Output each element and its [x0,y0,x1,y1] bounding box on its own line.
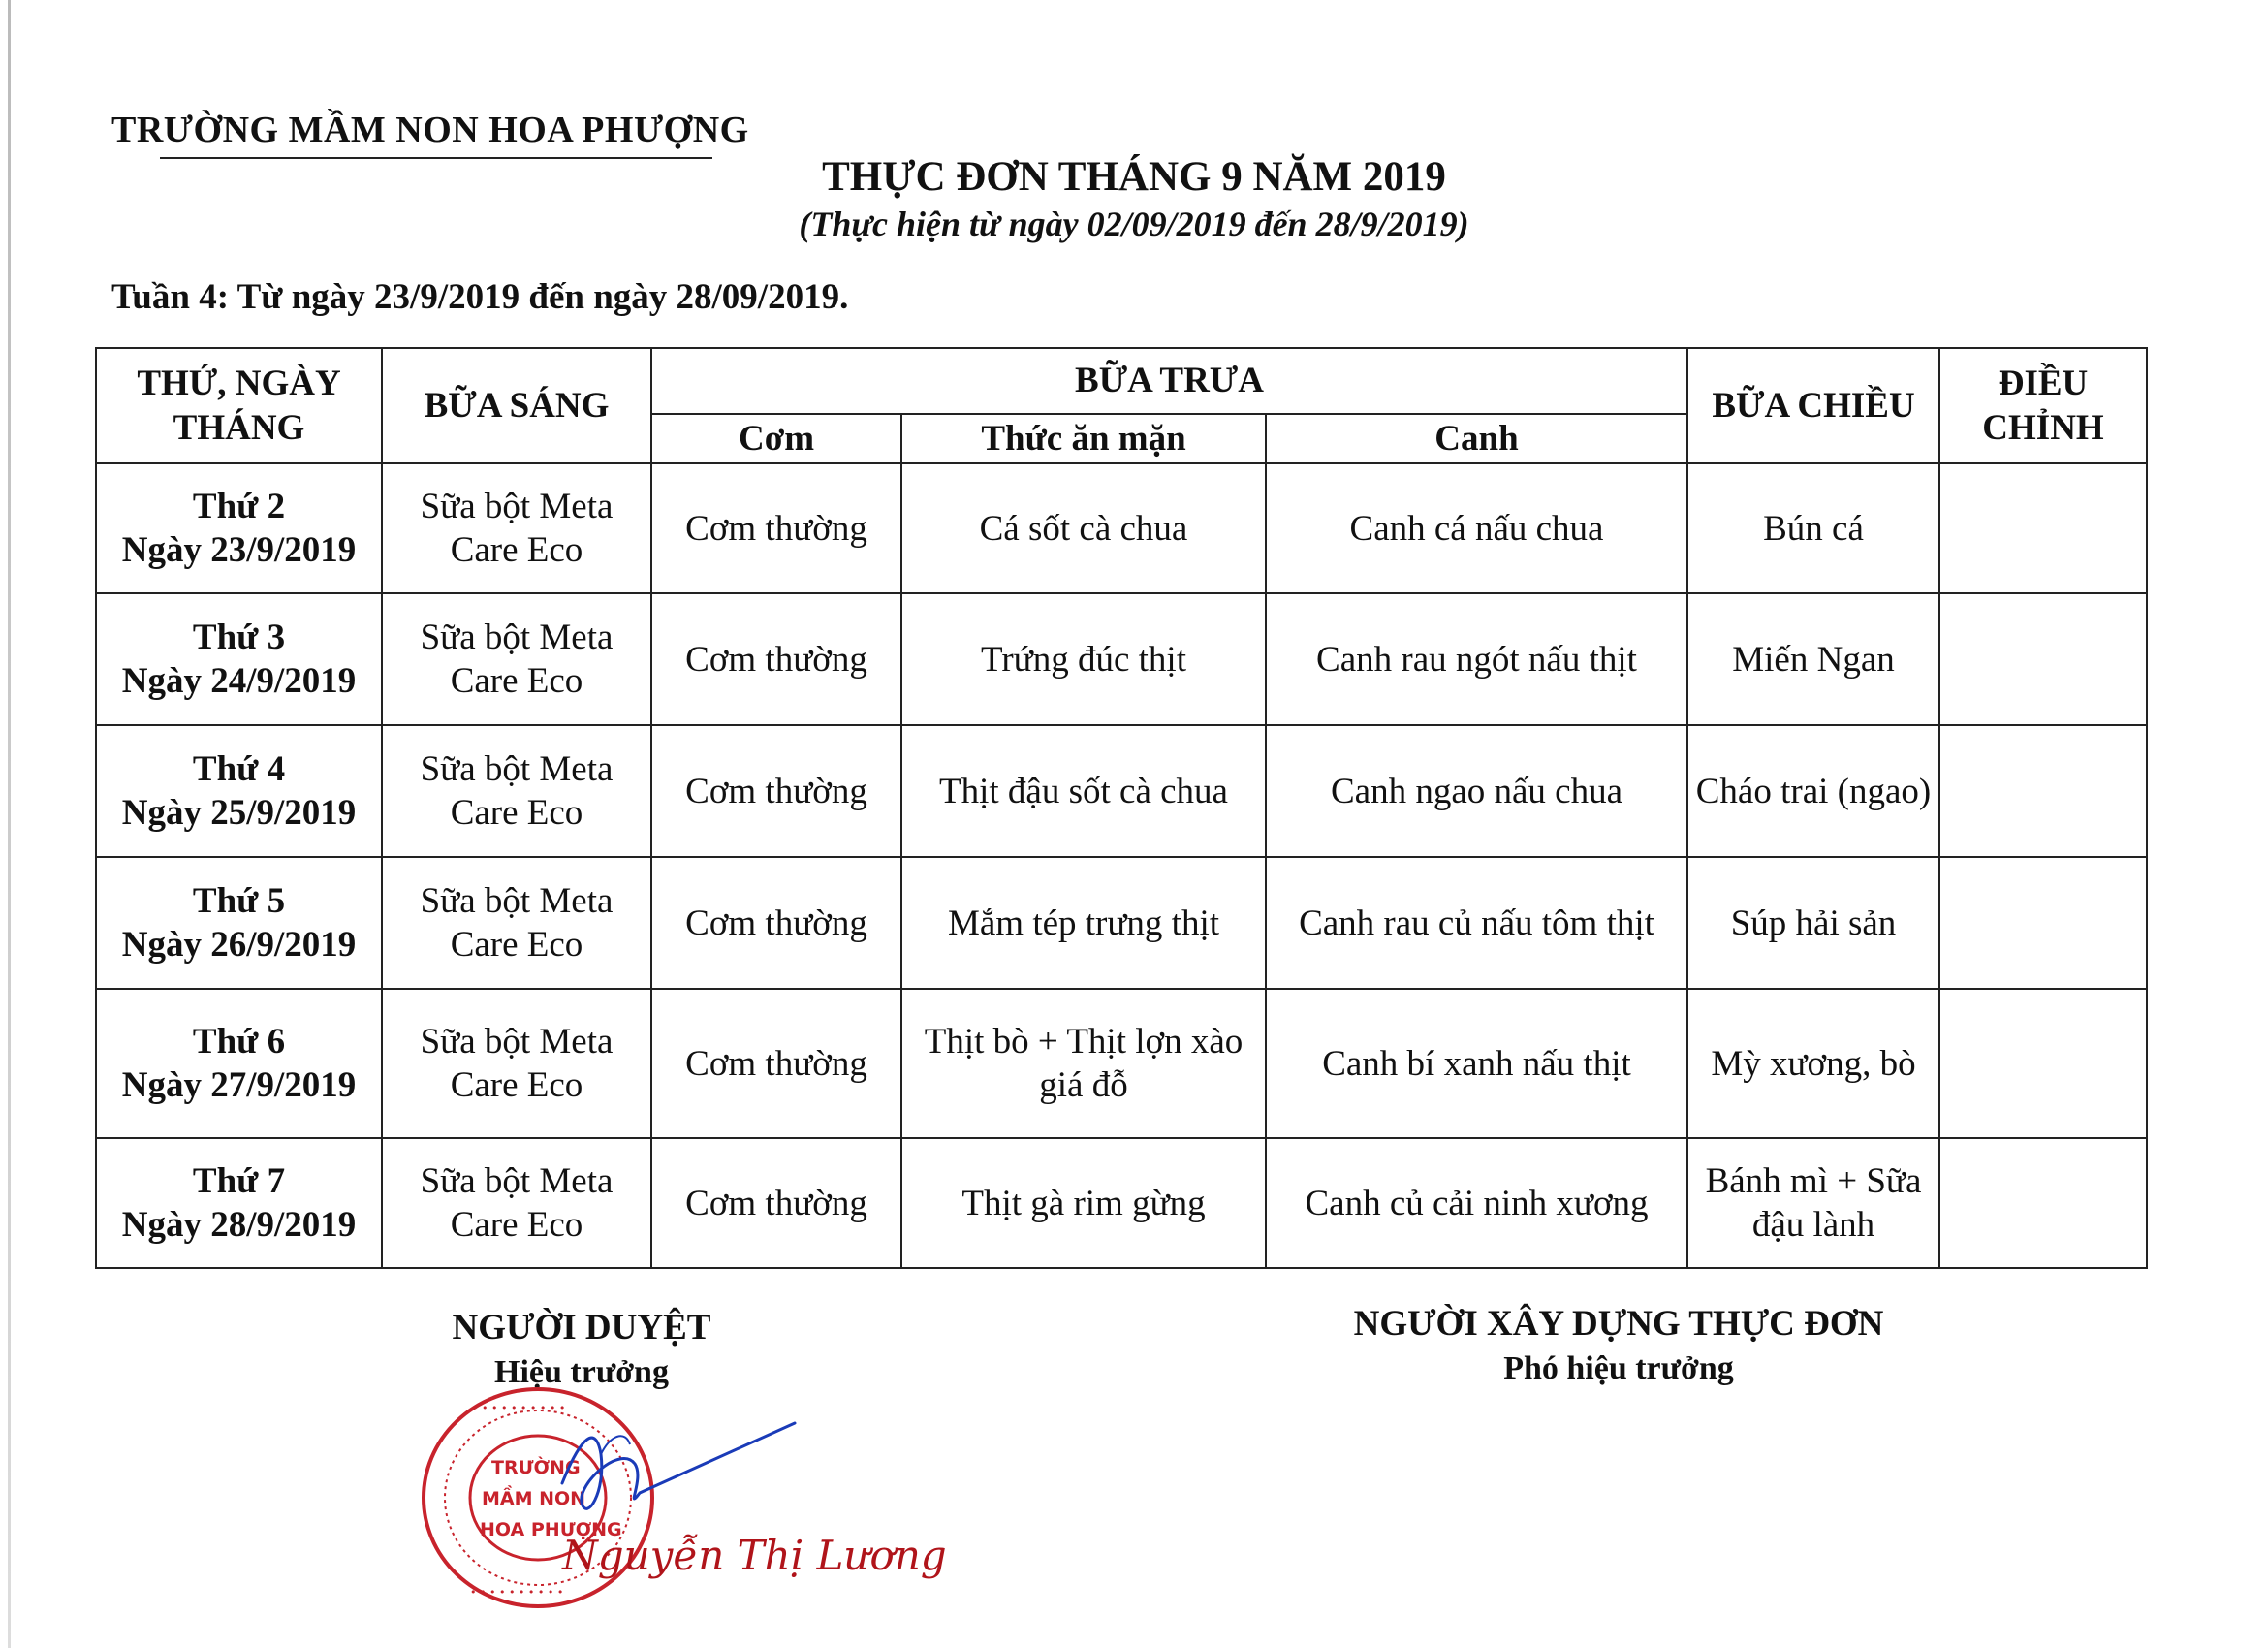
breakfast-cell: Sữa bột Meta Care Eco [382,857,651,989]
table-row [96,989,2147,1138]
adjust-cell [1939,1138,2147,1268]
header-lunch: BỮA TRƯA [651,348,1687,414]
svg-text:MẦM NON: MẦM NON [482,1488,586,1509]
school-name: TRƯỜNG MẦM NON HOA PHƯỢNG [111,110,749,150]
rice-cell: Cơm thường [651,989,901,1138]
afternoon-cell: Miến Ngan [1687,593,1939,725]
builder-title: NGƯỜI XÂY DỰNG THỰC ĐƠN [1353,1304,1884,1344]
table-row [96,463,2147,593]
soup-cell: Canh rau củ nấu tôm thịt [1266,857,1687,989]
rice-cell: Cơm thường [651,593,901,725]
document-subtitle: (Thực hiện từ ngày 02/09/2019 đến 28/9/2019) [799,205,1469,243]
breakfast-cell: Sữa bột Meta Care Eco [382,593,651,725]
approver-title: NGƯỜI DUYỆT [452,1308,711,1347]
day-cell: Thứ 6 Ngày 27/9/2019 [96,989,382,1138]
day-cell: Thứ 5 Ngày 26/9/2019 [96,857,382,989]
adjust-cell [1939,857,2147,989]
main-dish-cell: Thịt gà rim gừng [901,1138,1266,1268]
svg-text:• • • • • • • • • •: • • • • • • • • • • [472,1402,566,1414]
week-line: Tuần 4: Từ ngày 23/9/2019 đến ngày 28/09/2019. [111,277,849,317]
svg-text:HOA PHƯỢNG: HOA PHƯỢNG [480,1519,622,1540]
main-dish-cell: Thịt đậu sốt cà chua [901,725,1266,857]
rice-cell: Cơm thường [651,725,901,857]
header-day: THỨ, NGÀY THÁNG [96,348,382,463]
adjust-cell [1939,593,2147,725]
svg-text:• • • • • • • • • •: • • • • • • • • • • [470,1586,564,1599]
table-row [96,593,2147,725]
header-lunch-main: Thức ăn mặn [901,414,1266,463]
rice-cell: Cơm thường [651,857,901,989]
main-dish-cell: Mắm tép trưng thịt [901,857,1266,989]
breakfast-cell: Sữa bột Meta Care Eco [382,725,651,857]
table-row [96,857,2147,989]
soup-cell: Canh bí xanh nấu thịt [1266,989,1687,1138]
rice-cell: Cơm thường [651,463,901,593]
header-lunch-rice: Cơm [651,414,901,463]
document-title: THỰC ĐƠN THÁNG 9 NĂM 2019 [822,154,1446,200]
soup-cell: Canh củ cải ninh xương [1266,1138,1687,1268]
day-cell: Thứ 3 Ngày 24/9/2019 [96,593,382,725]
soup-cell: Canh rau ngót nấu thịt [1266,593,1687,725]
breakfast-cell: Sữa bột Meta Care Eco [382,463,651,593]
header-adjust: ĐIỀU CHỈNH [1939,348,2147,463]
signature [543,1415,804,1532]
header-afternoon: BỮA CHIỀU [1687,348,1939,463]
afternoon-cell: Súp hải sản [1687,857,1939,989]
menu-table [95,347,2148,1269]
adjust-cell [1939,989,2147,1138]
approver-role: Hiệu trưởng [494,1354,669,1390]
adjust-cell [1939,725,2147,857]
table-row [96,725,2147,857]
main-dish-cell: Trứng đúc thịt [901,593,1266,725]
main-dish-cell: Cá sốt cà chua [901,463,1266,593]
soup-cell: Canh cá nấu chua [1266,463,1687,593]
adjust-cell [1939,463,2147,593]
day-cell: Thứ 2 Ngày 23/9/2019 [96,463,382,593]
header-breakfast: BỮA SÁNG [382,348,651,463]
afternoon-cell: Cháo trai (ngao) [1687,725,1939,857]
table-row [96,1138,2147,1268]
day-cell: Thứ 7 Ngày 28/9/2019 [96,1138,382,1268]
signer-name: Nguyễn Thị Lương [562,1532,947,1579]
breakfast-cell: Sữa bột Meta Care Eco [382,1138,651,1268]
scan-edge [8,0,11,1648]
day-cell: Thứ 4 Ngày 25/9/2019 [96,725,382,857]
soup-cell: Canh ngao nấu chua [1266,725,1687,857]
svg-text:TRƯỜNG: TRƯỜNG [491,1457,581,1478]
main-dish-cell: Thịt bò + Thịt lợn xào giá đỗ [901,989,1266,1138]
afternoon-cell: Bánh mì + Sữa đậu lành [1687,1138,1939,1268]
header-lunch-soup: Canh [1266,414,1687,463]
afternoon-cell: Bún cá [1687,463,1939,593]
rice-cell: Cơm thường [651,1138,901,1268]
builder-block [1289,1303,1948,1387]
builder-role: Phó hiệu trưởng [1503,1350,1734,1386]
afternoon-cell: Mỳ xương, bò [1687,989,1939,1138]
breakfast-cell: Sữa bột Meta Care Eco [382,989,651,1138]
